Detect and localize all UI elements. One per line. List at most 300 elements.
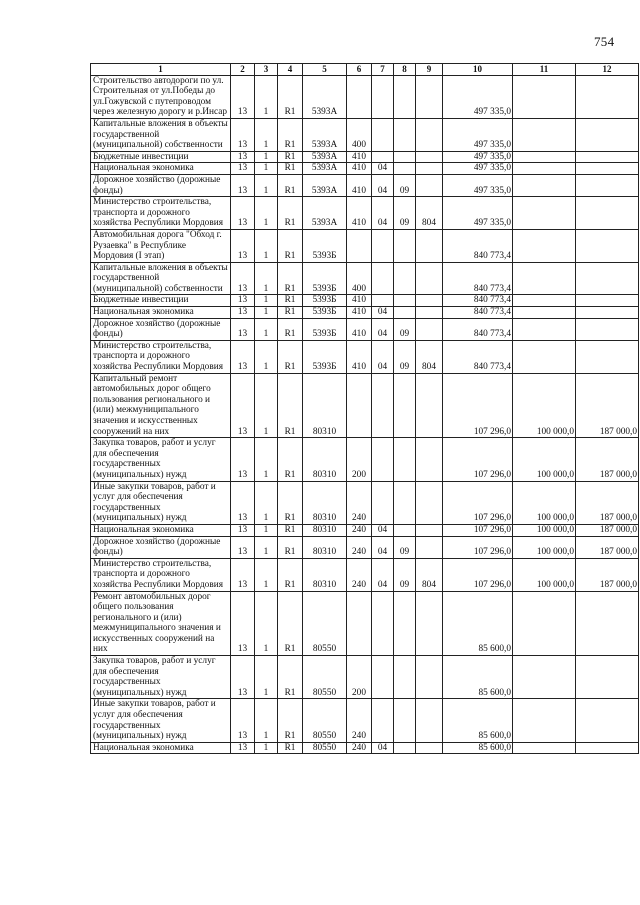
col-4-code: R1 [278,656,303,699]
table-row [91,174,639,196]
amount-year-2 [513,340,576,373]
row-label: Ремонт автомобильных дорог общего пользования регионального и (или) межмуниципального значения и искусственных сооружений на них [91,591,231,656]
amount-year-1: 85 600,0 [443,591,513,656]
ministry-code [416,742,443,754]
col-2-code: 13 [231,75,255,118]
amount-year-2 [513,591,576,656]
table-row [91,340,639,373]
col-4-code: R1 [278,174,303,196]
column-header-1: 1 [91,64,231,76]
expense-type-code: 240 [347,558,372,591]
col-4-code: R1 [278,340,303,373]
col-3-code: 1 [255,75,278,118]
row-label: Дорожное хозяйство (дорожные фонды) [91,174,231,196]
col-2-code: 13 [231,481,255,524]
amount-year-2: 100 000,0 [513,438,576,481]
col-3-code: 1 [255,438,278,481]
col-3-code: 1 [255,307,278,319]
col-2-code: 13 [231,438,255,481]
table-row [91,75,639,118]
row-label: Национальная экономика [91,163,231,175]
col-3-code: 1 [255,373,278,438]
row-label: Министерство строительства, транспорта и дорожного хозяйства Республики Мордовия [91,340,231,373]
column-header-4: 4 [278,64,303,76]
col-2-code: 13 [231,591,255,656]
col-2-code: 13 [231,742,255,754]
amount-year-3 [576,197,639,230]
amount-year-2 [513,262,576,295]
target-article-code: 5393А [303,174,347,196]
target-article-code: 80550 [303,742,347,754]
amount-year-3 [576,174,639,196]
col-3-code: 1 [255,318,278,340]
col-3-code: 1 [255,558,278,591]
amount-year-1: 107 296,0 [443,536,513,558]
amount-year-1: 497 335,0 [443,118,513,151]
target-article-code: 5393А [303,163,347,175]
col-3-code: 1 [255,163,278,175]
amount-year-3: 187 000,0 [576,438,639,481]
col-4-code: R1 [278,307,303,319]
expense-type-code: 400 [347,262,372,295]
section-code [372,438,394,481]
amount-year-3 [576,118,639,151]
col-2-code: 13 [231,295,255,307]
amount-year-1: 497 335,0 [443,174,513,196]
table-row [91,558,639,591]
row-label: Закупка товаров, работ и услуг для обеспечения государственных (муниципальных) нужд [91,438,231,481]
row-label: Национальная экономика [91,307,231,319]
column-header-2: 2 [231,64,255,76]
col-3-code: 1 [255,742,278,754]
table-row [91,591,639,656]
amount-year-3 [576,656,639,699]
expense-type-code: 410 [347,163,372,175]
amount-year-3 [576,295,639,307]
target-article-code: 5393Б [303,262,347,295]
ministry-code [416,151,443,163]
subsection-code [394,373,416,438]
table-row [91,295,639,307]
section-code [372,699,394,742]
col-2-code: 13 [231,536,255,558]
subsection-code [394,742,416,754]
subsection-code: 09 [394,558,416,591]
subsection-code [394,438,416,481]
amount-year-3 [576,591,639,656]
column-header-9: 9 [416,64,443,76]
section-code [372,262,394,295]
ministry-code [416,118,443,151]
section-code [372,118,394,151]
amount-year-2: 100 000,0 [513,558,576,591]
target-article-code: 80310 [303,558,347,591]
target-article-code: 80310 [303,536,347,558]
col-2-code: 13 [231,373,255,438]
expense-type-code: 410 [347,307,372,319]
amount-year-3 [576,307,639,319]
subsection-code [394,118,416,151]
amount-year-1: 107 296,0 [443,438,513,481]
target-article-code: 80310 [303,373,347,438]
target-article-code: 5393А [303,75,347,118]
table-row [91,481,639,524]
amount-year-2: 100 000,0 [513,373,576,438]
amount-year-1: 107 296,0 [443,373,513,438]
section-code [372,229,394,262]
col-4-code: R1 [278,295,303,307]
amount-year-2 [513,699,576,742]
amount-year-3: 187 000,0 [576,558,639,591]
col-4-code: R1 [278,373,303,438]
amount-year-2 [513,318,576,340]
amount-year-1: 497 335,0 [443,75,513,118]
col-4-code: R1 [278,524,303,536]
expense-type-code: 240 [347,481,372,524]
amount-year-3 [576,318,639,340]
ministry-code [416,536,443,558]
col-3-code: 1 [255,536,278,558]
table-row [91,307,639,319]
section-code: 04 [372,163,394,175]
row-label: Капитальные вложения в объекты государственной (муниципальной) собственности [91,118,231,151]
target-article-code: 5393А [303,197,347,230]
table-row [91,536,639,558]
expense-type-code [347,591,372,656]
amount-year-2 [513,229,576,262]
section-code [372,373,394,438]
amount-year-3: 187 000,0 [576,524,639,536]
col-4-code: R1 [278,699,303,742]
ministry-code: 804 [416,558,443,591]
page-number: 754 [594,34,615,49]
col-2-code: 13 [231,118,255,151]
ministry-code [416,656,443,699]
amount-year-2: 100 000,0 [513,481,576,524]
col-4-code: R1 [278,558,303,591]
col-4-code: R1 [278,481,303,524]
column-header-12: 12 [576,64,639,76]
section-code: 04 [372,318,394,340]
col-2-code: 13 [231,318,255,340]
table-row [91,151,639,163]
expense-type-code: 400 [347,118,372,151]
table-row [91,373,639,438]
col-2-code: 13 [231,229,255,262]
expense-type-code [347,75,372,118]
ministry-code [416,373,443,438]
expense-type-code: 410 [347,174,372,196]
subsection-code [394,656,416,699]
table-row [91,163,639,175]
budget-table [90,63,639,754]
target-article-code: 80550 [303,591,347,656]
row-label: Капитальный ремонт автомобильных дорог общего пользования регионального и (или) межмуниципального значения и искусственных сооружений на них [91,373,231,438]
amount-year-3: 187 000,0 [576,373,639,438]
col-2-code: 13 [231,558,255,591]
ministry-code [416,591,443,656]
col-3-code: 1 [255,174,278,196]
target-article-code: 80550 [303,699,347,742]
col-3-code: 1 [255,262,278,295]
amount-year-1: 107 296,0 [443,558,513,591]
ministry-code [416,481,443,524]
subsection-code: 09 [394,318,416,340]
row-label: Дорожное хозяйство (дорожные фонды) [91,536,231,558]
col-2-code: 13 [231,656,255,699]
subsection-code [394,524,416,536]
amount-year-1: 497 335,0 [443,163,513,175]
amount-year-1: 107 296,0 [443,481,513,524]
amount-year-1: 497 335,0 [443,151,513,163]
row-label: Иные закупки товаров, работ и услуг для обеспечения государственных (муниципальных) нужд [91,481,231,524]
subsection-code [394,163,416,175]
col-3-code: 1 [255,591,278,656]
amount-year-1: 497 335,0 [443,197,513,230]
table-row [91,118,639,151]
row-label: Закупка товаров, работ и услуг для обеспечения государственных (муниципальных) нужд [91,656,231,699]
section-code [372,295,394,307]
subsection-code: 09 [394,174,416,196]
table-row [91,524,639,536]
col-4-code: R1 [278,438,303,481]
target-article-code: 5393Б [303,295,347,307]
expense-type-code: 410 [347,197,372,230]
col-3-code: 1 [255,295,278,307]
table-row [91,656,639,699]
amount-year-1: 840 773,4 [443,229,513,262]
section-code: 04 [372,536,394,558]
column-header-5: 5 [303,64,347,76]
section-code: 04 [372,197,394,230]
col-2-code: 13 [231,151,255,163]
expense-type-code: 240 [347,699,372,742]
subsection-code: 09 [394,197,416,230]
table-row [91,197,639,230]
section-code [372,151,394,163]
col-4-code: R1 [278,742,303,754]
subsection-code: 09 [394,536,416,558]
table-row [91,262,639,295]
amount-year-1: 85 600,0 [443,656,513,699]
table-row [91,229,639,262]
ministry-code [416,318,443,340]
col-2-code: 13 [231,174,255,196]
row-label: Строительство автодороги по ул. Строительная от ул.Победы до ул.Гожувской с путепроводом через железную дорогу и р.Инсар [91,75,231,118]
section-code: 04 [372,558,394,591]
col-4-code: R1 [278,197,303,230]
section-code: 04 [372,307,394,319]
target-article-code: 5393А [303,118,347,151]
row-label: Дорожное хозяйство (дорожные фонды) [91,318,231,340]
amount-year-3 [576,742,639,754]
col-4-code: R1 [278,262,303,295]
subsection-code [394,481,416,524]
amount-year-3 [576,340,639,373]
column-header-11: 11 [513,64,576,76]
header-row [91,64,639,76]
col-3-code: 1 [255,340,278,373]
amount-year-2 [513,197,576,230]
column-header-7: 7 [372,64,394,76]
row-label: Министерство строительства, транспорта и дорожного хозяйства Республики Мордовия [91,558,231,591]
target-article-code: 80310 [303,481,347,524]
subsection-code [394,151,416,163]
expense-type-code: 240 [347,536,372,558]
col-2-code: 13 [231,340,255,373]
amount-year-3 [576,229,639,262]
amount-year-3 [576,163,639,175]
amount-year-1: 85 600,0 [443,742,513,754]
col-3-code: 1 [255,524,278,536]
col-4-code: R1 [278,151,303,163]
section-code [372,481,394,524]
amount-year-2 [513,656,576,699]
target-article-code: 5393Б [303,307,347,319]
ministry-code [416,229,443,262]
amount-year-1: 840 773,4 [443,340,513,373]
table-row [91,699,639,742]
amount-year-3 [576,151,639,163]
section-code [372,656,394,699]
amount-year-3 [576,262,639,295]
amount-year-3: 187 000,0 [576,481,639,524]
target-article-code: 5393Б [303,340,347,373]
amount-year-2 [513,174,576,196]
row-label: Иные закупки товаров, работ и услуг для обеспечения государственных (муниципальных) нужд [91,699,231,742]
col-3-code: 1 [255,151,278,163]
expense-type-code: 410 [347,151,372,163]
section-code [372,75,394,118]
amount-year-2 [513,163,576,175]
amount-year-2 [513,118,576,151]
target-article-code: 80550 [303,656,347,699]
expense-type-code: 410 [347,295,372,307]
target-article-code: 5393А [303,151,347,163]
col-4-code: R1 [278,591,303,656]
row-label: Национальная экономика [91,524,231,536]
col-3-code: 1 [255,197,278,230]
col-2-code: 13 [231,163,255,175]
table-row [91,742,639,754]
target-article-code: 5393Б [303,229,347,262]
column-header-6: 6 [347,64,372,76]
amount-year-3 [576,699,639,742]
section-code [372,591,394,656]
amount-year-2 [513,151,576,163]
expense-type-code [347,229,372,262]
row-label: Автомобильная дорога "Обход г. Рузаевка" в Республике Мордовия (I этап) [91,229,231,262]
amount-year-1: 840 773,4 [443,307,513,319]
column-header-10: 10 [443,64,513,76]
col-3-code: 1 [255,229,278,262]
row-label: Национальная экономика [91,742,231,754]
col-2-code: 13 [231,307,255,319]
subsection-code [394,75,416,118]
ministry-code: 804 [416,340,443,373]
col-2-code: 13 [231,262,255,295]
ministry-code [416,75,443,118]
target-article-code: 80310 [303,524,347,536]
amount-year-1: 85 600,0 [443,699,513,742]
expense-type-code: 240 [347,742,372,754]
subsection-code [394,262,416,295]
subsection-code [394,229,416,262]
ministry-code [416,307,443,319]
amount-year-1: 840 773,4 [443,295,513,307]
expense-type-code: 410 [347,318,372,340]
expense-type-code: 200 [347,438,372,481]
col-3-code: 1 [255,118,278,151]
amount-year-1: 840 773,4 [443,262,513,295]
row-label: Капитальные вложения в объекты государственной (муниципальной) собственности [91,262,231,295]
row-label: Бюджетные инвестиции [91,295,231,307]
subsection-code [394,699,416,742]
amount-year-3 [576,75,639,118]
column-header-8: 8 [394,64,416,76]
section-code: 04 [372,174,394,196]
expense-type-code: 240 [347,524,372,536]
subsection-code [394,591,416,656]
col-4-code: R1 [278,229,303,262]
ministry-code [416,174,443,196]
expense-type-code: 410 [347,340,372,373]
section-code: 04 [372,340,394,373]
col-4-code: R1 [278,318,303,340]
col-3-code: 1 [255,481,278,524]
target-article-code: 5393Б [303,318,347,340]
col-4-code: R1 [278,118,303,151]
ministry-code [416,295,443,307]
target-article-code: 80310 [303,438,347,481]
section-code: 04 [372,524,394,536]
subsection-code [394,307,416,319]
ministry-code: 804 [416,197,443,230]
amount-year-2: 100 000,0 [513,524,576,536]
col-4-code: R1 [278,536,303,558]
amount-year-1: 107 296,0 [443,524,513,536]
section-code: 04 [372,742,394,754]
expense-type-code [347,373,372,438]
col-4-code: R1 [278,163,303,175]
subsection-code [394,295,416,307]
amount-year-1: 840 773,4 [443,318,513,340]
col-3-code: 1 [255,656,278,699]
row-label: Министерство строительства, транспорта и дорожного хозяйства Республики Мордовия [91,197,231,230]
col-2-code: 13 [231,524,255,536]
col-3-code: 1 [255,699,278,742]
col-4-code: R1 [278,75,303,118]
amount-year-2 [513,742,576,754]
col-2-code: 13 [231,699,255,742]
table-row [91,318,639,340]
row-label: Бюджетные инвестиции [91,151,231,163]
expense-type-code: 200 [347,656,372,699]
ministry-code [416,524,443,536]
col-2-code: 13 [231,197,255,230]
amount-year-2 [513,295,576,307]
amount-year-3: 187 000,0 [576,536,639,558]
amount-year-2: 100 000,0 [513,536,576,558]
ministry-code [416,438,443,481]
amount-year-2 [513,75,576,118]
ministry-code [416,262,443,295]
ministry-code [416,163,443,175]
subsection-code: 09 [394,340,416,373]
ministry-code [416,699,443,742]
table-row [91,438,639,481]
column-header-3: 3 [255,64,278,76]
